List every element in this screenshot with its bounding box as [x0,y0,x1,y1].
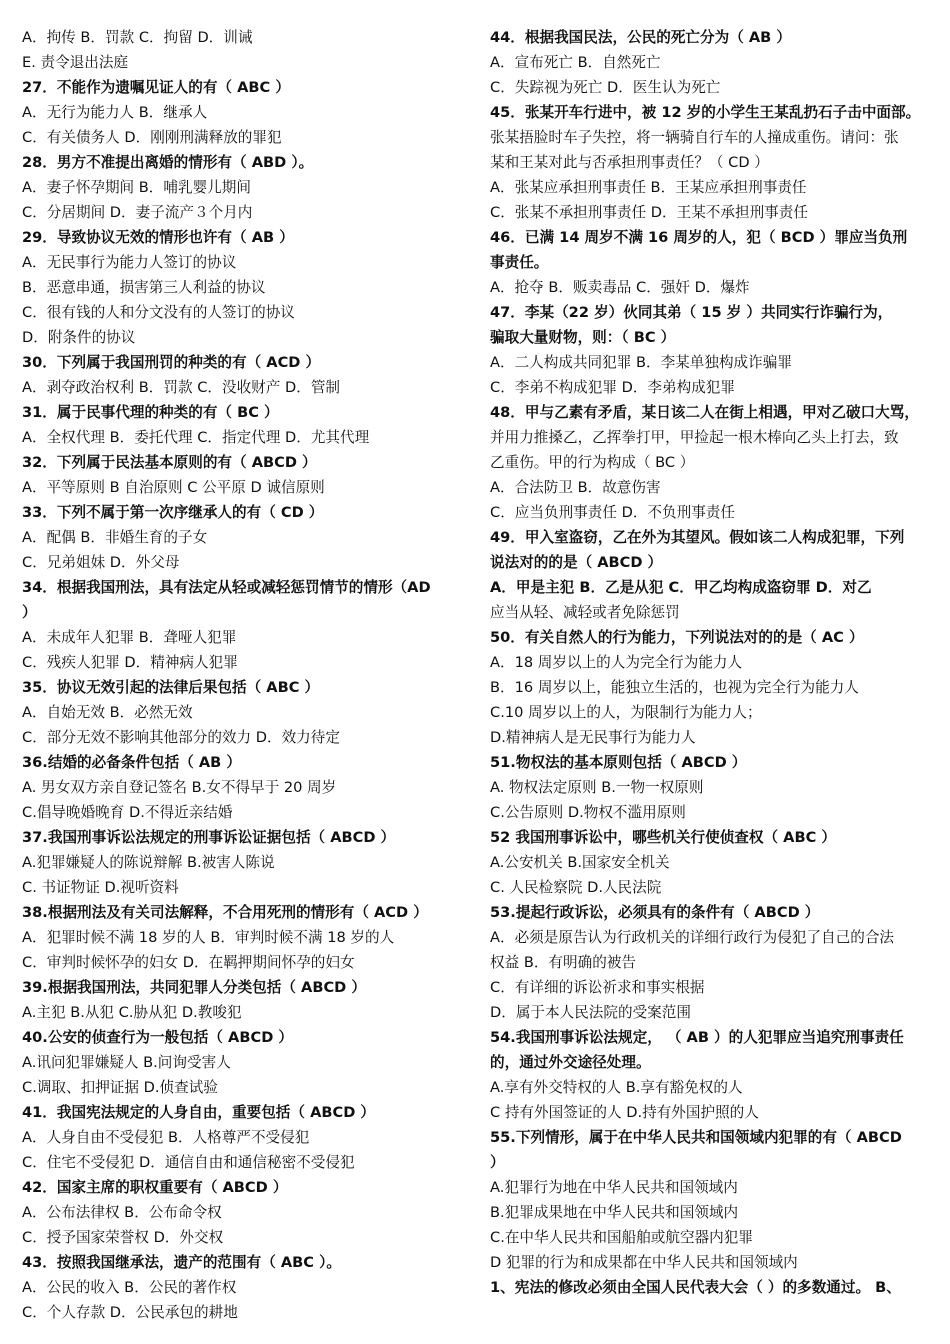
text-line: A．18 周岁以上的人为完全行为能力人 [490,654,743,671]
text-line: 并用力推搡乙，乙挥拳打甲，甲捡起一根木棒向乙头上打去，致 [490,429,899,446]
text-line: A．无民事行为能力人签订的协议 [22,254,237,271]
text-line: 30．下列属于我国刑罚的种类的有（ ACD ） [22,354,321,371]
text-line: C.公告原则 D.物权不滥用原则 [490,804,686,821]
text-line: C.10 周岁以上的人，为限制行为能力人； [490,704,762,721]
text-line: C．住宅不受侵犯 D．通信自由和通信秘密不受侵犯 [22,1154,355,1171]
text-line: C. 书证物证 D.视听资料 [22,879,179,896]
text-line: C．审判时候怀孕的妇女 D．在羁押期间怀孕的妇女 [22,954,355,971]
text-line: D.精神病人是无民事行为能力人 [490,729,696,746]
text-line: A. 物权法定原则 B.一物一权原则 [490,779,704,796]
text-line: 张某捂脸时车子失控，将一辆骑自行车的人撞成重伤。请问：张 [490,129,899,146]
text-line: C．兄弟姐妹 D．外父母 [22,554,180,571]
text-line: A．妻子怀孕期间 B．哺乳婴儿期间 [22,179,251,196]
text-line: A．全权代理 B．委托代理 C．指定代理 D．尤其代理 [22,429,370,446]
text-line: A．自始无效 B．必然无效 [22,704,193,721]
text-line: 39.根据我国刑法，共同犯罪人分类包括（ ABCD ） [22,979,366,996]
text-line: 1、宪法的修改必须由全国人民代表大会（ ）的多数通过。 B、 [490,1279,901,1296]
text-line: 54.我国刑事诉讼法规定， （ AB ）的人犯罪应当追究刑事责任 [490,1029,904,1046]
text-line: A．公民的收入 B．公民的著作权 [22,1279,237,1296]
right-column [490,25,940,1300]
text-line: 36.结婚的必备条件包括（ AB ） [22,754,241,771]
text-line: A．平等原则 B 自治原则 C 公平原 D 诚信原则 [22,479,325,496]
text-line: A．配偶 B．非婚生育的子女 [22,529,208,546]
text-line: 47．李某（22 岁）伙同其弟（ 15 岁 ）共同实行诈骗行为， [490,304,893,321]
text-line: A．宣布死亡 B．自然死亡 [490,54,661,71]
text-line: A.犯罪行为地在中华人民共和国领域内 [490,1179,738,1196]
text-line: 28．男方不准提出离婚的情形有（ ABD ）。 [22,154,314,171]
text-line: A. 男女双方亲自登记签名 B.女不得早于 20 周岁 [22,779,337,796]
text-line: 48．甲与乙素有矛盾，某日该二人在街上相遇，甲对乙破口大骂， [490,404,919,421]
text-line: 事责任。 [490,254,549,271]
text-line: 38.根据刑法及有关司法解释，不合用死刑的情形有（ ACD ） [22,904,428,921]
text-line: 55.下列情形，属于在中华人民共和国领域内犯罪的有（ ABCD [490,1129,902,1146]
text-line: D．附条件的协议 [22,329,136,346]
text-line: D 犯罪的行为和成果都在中华人民共和国领域内 [490,1254,798,1271]
text-line: A．合法防卫 B．故意伤害 [490,479,661,496]
text-line: C．有详细的诉讼祈求和事实根据 [490,979,705,996]
text-line: C．很有钱的人和分文没有的人签订的协议 [22,304,295,321]
text-line: 35．协议无效引起的法律后果包括（ ABC ） [22,679,320,696]
text-line: A．未成年人犯罪 B．聋哑人犯罪 [22,629,237,646]
text-line: B．16 周岁以上，能独立生活的，也视为完全行为能力人 [490,679,859,696]
text-line: 41．我国宪法规定的人身自由，重要包括（ ABCD ） [22,1104,375,1121]
text-line: 27．不能作为遗嘱见证人的有（ ABC ） [22,79,290,96]
text-line: 的，通过外交途径处理。 [490,1054,651,1071]
text-line: C．残疾人犯罪 D．精神病人犯罪 [22,654,238,671]
text-line: 50．有关自然人的行为能力，下列说法对的的是（ AC ） [490,629,864,646]
text-line: 44．根据我国民法，公民的死亡分为（ AB ） [490,29,791,46]
text-line: C．部分无效不影响其他部分的效力 D．效力待定 [22,729,340,746]
text-line: C. 人民检察院 D.人民法院 [490,879,662,896]
text-line: C 持有外国签证的人 D.持有外国护照的人 [490,1104,759,1121]
text-line: 51.物权法的基本原则包括（ ABCD ） [490,754,747,771]
text-line: 应当从轻、减轻或者免除惩罚 [490,604,680,621]
text-line: 37.我国刑事诉讼法规定的刑事诉讼证据包括（ ABCD ） [22,829,396,846]
text-line: 32．下列属于民法基本原则的有（ ABCD ） [22,454,317,471]
text-line: C．个人存款 D．公民承包的耕地 [22,1304,238,1321]
text-line: 说法对的的是（ ABCD ） [490,554,663,571]
text-line: A．犯罪时候不满 18 岁的人 B．审判时候不满 18 岁的人 [22,929,395,946]
text-line: 乙重伤。甲的行为构成（ BC ） [490,454,695,471]
text-line: 40.公安的侦查行为一般包括（ ABCD ） [22,1029,293,1046]
text-line: A．必须是原告认为行政机关的详细行政行为侵犯了自己的合法 [490,929,895,946]
text-line: C．李弟不构成犯罪 D．李弟构成犯罪 [490,379,735,396]
text-line: 34．根据我国刑法，具有法定从轻或减轻惩罚情节的情形（AD [22,579,431,596]
text-line: C．失踪视为死亡 D．医生认为死亡 [490,79,721,96]
text-line: A.公安机关 B.国家安全机关 [490,854,670,871]
text-line: 33．下列不属于第一次序继承人的有（ CD ） [22,504,324,521]
text-line: 29．导致协议无效的情形也许有（ AB ） [22,229,294,246]
text-line: A．拘传 B．罚款 C．拘留 D．训诫 [22,29,253,46]
text-line: 46．已满 14 周岁不满 16 周岁的人，犯（ BCD ）罪应当负刑 [490,229,908,246]
text-line: B.犯罪成果地在中华人民共和国领域内 [490,1204,739,1221]
text-line: C．授予国家荣誉权 D．外交权 [22,1229,224,1246]
text-line: A．公布法律权 B．公布命令权 [22,1204,222,1221]
text-line: C．应当负刑事责任 D．不负刑事责任 [490,504,735,521]
text-line: 骗取大量财物，则：（ BC ） [490,329,676,346]
text-line: A．张某应承担刑事责任 B．王某应承担刑事责任 [490,179,807,196]
text-line: A.讯问犯罪嫌疑人 B.问询受害人 [22,1054,231,1071]
text-line: 权益 B．有明确的被告 [490,954,636,971]
text-line: A．无行为能力人 B．继承人 [22,104,208,121]
text-line: B．恶意串通，损害第三人利益的协议 [22,279,266,296]
text-line: 49．甲入室盗窃，乙在外为其望风。假如该二人构成犯罪，下列 [490,529,905,546]
text-line: 31．属于民事代理的种类的有（ BC ） [22,404,279,421]
text-line: A.犯罪嫌疑人的陈说辩解 B.被害人陈说 [22,854,275,871]
text-line: 45．张某开车行进中，被 12 岁的小学生王某乱扔石子击中面部。 [490,104,921,121]
text-line: D．属于本人民法院的受案范围 [490,1004,691,1021]
text-line: A．人身自由不受侵犯 B．人格尊严不受侵犯 [22,1129,310,1146]
text-line: 53.提起行政诉讼，必须具有的条件有（ ABCD ） [490,904,820,921]
text-line: A．甲是主犯 B．乙是从犯 C．甲乙均构成盗窃罪 D．对乙 [490,579,872,596]
text-line: C.倡导晚婚晚育 D.不得近亲结婚 [22,804,233,821]
text-line: C.在中华人民共和国船舶或航空器内犯罪 [490,1229,753,1246]
text-line: A.享有外交特权的人 B.享有豁免权的人 [490,1079,743,1096]
text-line: 43．按照我国继承法，遗产的范围有（ ABC ）。 [22,1254,341,1271]
text-line: C.调取、扣押证据 D.侦查试验 [22,1079,218,1096]
text-line: E. 责令退出法庭 [22,54,129,71]
text-line: C．张某不承担刑事责任 D．王某不承担刑事责任 [490,204,808,221]
text-line: A.主犯 B.从犯 C.胁从犯 D.教唆犯 [22,1004,242,1021]
text-line: 某和王某对此与否承担刑事责任？（ CD ） [490,154,769,171]
text-line: A．抢夺 B．贩卖毒品 C．强奸 D．爆炸 [490,279,750,296]
text-line: A．二人构成共同犯罪 B．李某单独构成诈骗罪 [490,354,792,371]
text-line: ） [490,1154,505,1171]
text-line: 42．国家主席的职权重要有（ ABCD ） [22,1179,288,1196]
text-line: C．有关债务人 D．刚刚刑满释放的罪犯 [22,129,282,146]
text-line: C．分居期间 D．妻子流产３个月内 [22,204,253,221]
text-line: 52 我国刑事诉讼中，哪些机关行使侦查权（ ABC ） [490,829,836,846]
text-line: ） [22,604,37,621]
text-line: A．剥夺政治权利 B．罚款 C．没收财产 D．管制 [22,379,341,396]
left-column [22,25,478,1325]
